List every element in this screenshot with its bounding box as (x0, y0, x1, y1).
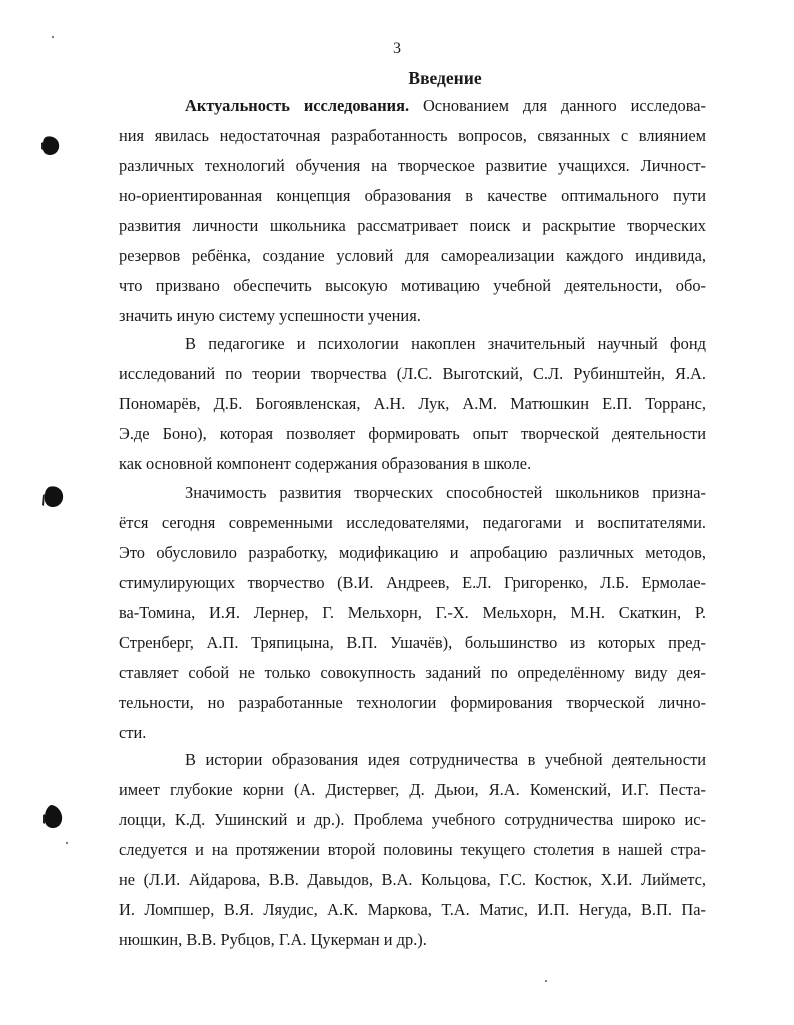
paragraph-line (119, 91, 706, 121)
scan-speck (52, 36, 54, 38)
paragraph-line: В педагогике и психологии накоплен значительный научный фонд (185, 334, 706, 353)
punch-hole-mark-middle (40, 484, 66, 510)
paragraph-line: лоцци, К.Д. Ушинский и др.). Проблема учебного сотрудничества широко ис- (119, 810, 706, 829)
page-number: 3 (393, 40, 401, 57)
paragraph-line: имеет глубокие корни (А. Дистервег, Д. Дьюи, Я.А. Коменский, И.Г. Песта- (119, 780, 706, 799)
paragraph-line: Пономарёв, Д.Б. Богоявленская, А.Н. Лук, А.М. Матюшкин Е.П. Торранс, (119, 394, 706, 413)
paragraph-line: И. Ломпшер, В.Я. Ляудис, А.К. Маркова, Т.А. Матис, И.П. Негуда, В.П. Па- (119, 900, 706, 919)
paragraph-line: Э.де Боно), которая позволяет формировать опыт творческой деятельности (119, 424, 706, 443)
scan-speck (66, 842, 68, 844)
paragraph-line: нюшкин, В.В. Рубцов, Г.А. Цукерман и др.). (119, 930, 427, 949)
paragraph-line: Стренберг, А.П. Тряпицына, В.П. Ушачёв), большинство из которых пред- (119, 633, 706, 652)
paragraph-lines (119, 745, 706, 955)
paragraph-lines (119, 329, 706, 479)
paragraph-line: В истории образования идея сотрудничества в учебной деятельности (185, 750, 706, 769)
paragraph-line: тельности, но разработанные технологии формирования творческой лично- (119, 693, 706, 712)
paragraph-line: ётся сегодня современными исследователями, педагогами и воспитателями. (119, 513, 706, 532)
punch-hole-mark-bottom (40, 803, 66, 831)
paragraph-line: значить иную систему успешности учения. (119, 306, 421, 325)
paragraph-relevance (119, 91, 706, 331)
paragraph-line: ва-Томина, И.Я. Лернер, Г. Мельхорн, Г.-Х. Мельхорн, М.Н. Скаткин, Р. (119, 603, 706, 622)
paragraph-line: различных технологий обучения на творческое развитие учащихся. Личност- (119, 156, 706, 175)
paragraph-pedagogy (119, 329, 706, 479)
paragraph-line: сти. (119, 723, 147, 742)
paragraph-creativity (119, 478, 706, 748)
paragraph-line: резервов ребёнка, создание условий для самореализации каждого индивида, (119, 246, 706, 265)
relevance-heading: Актуальность исследования. (185, 96, 410, 115)
scan-speck (545, 980, 547, 982)
punch-hole-mark-top (38, 134, 62, 158)
paragraph-lines (119, 121, 706, 331)
paragraph-line: ставляет собой не только совокупность заданий по определённому виду дея- (119, 663, 706, 682)
paragraph-line: Это обусловило разработку, модификацию и апробацию различных методов, (119, 543, 706, 562)
paragraph-line: следуется и на протяжении второй половины текущего столетия в нашей стра- (119, 840, 706, 859)
paragraph-lines (119, 478, 706, 748)
paragraph-line: Значимость развития творческих способностей школьников призна- (185, 483, 706, 502)
section-title: Введение (408, 68, 482, 88)
paragraph-line: но-ориентированная концепция образования в качестве оптимального пути (119, 186, 706, 205)
paragraph-line: развития личности школьника рассматривает поиск и раскрытие творческих (119, 216, 706, 235)
paragraph-cooperation (119, 745, 706, 955)
paragraph-line: стимулирующих творчество (В.И. Андреев, Е.Л. Григоренко, Л.Б. Ермолае- (119, 573, 706, 592)
paragraph-text: Основанием для данного исследова- (409, 96, 706, 115)
paragraph-line: не (Л.И. Айдарова, В.В. Давыдов, В.А. Кольцова, Г.С. Костюк, Х.И. Лийметс, (119, 870, 706, 889)
paragraph-line: что призвано обеспечить высокую мотивацию учебной деятельности, обо- (119, 276, 706, 295)
paragraph-line: ния явилась недостаточная разработанность вопросов, связанных с влиянием (119, 126, 706, 145)
paragraph-line: как основной компонент содержания образования в школе. (119, 454, 532, 473)
paragraph-line: исследований по теории творчества (Л.С. Выготский, С.Л. Рубинштейн, Я.А. (119, 364, 706, 383)
